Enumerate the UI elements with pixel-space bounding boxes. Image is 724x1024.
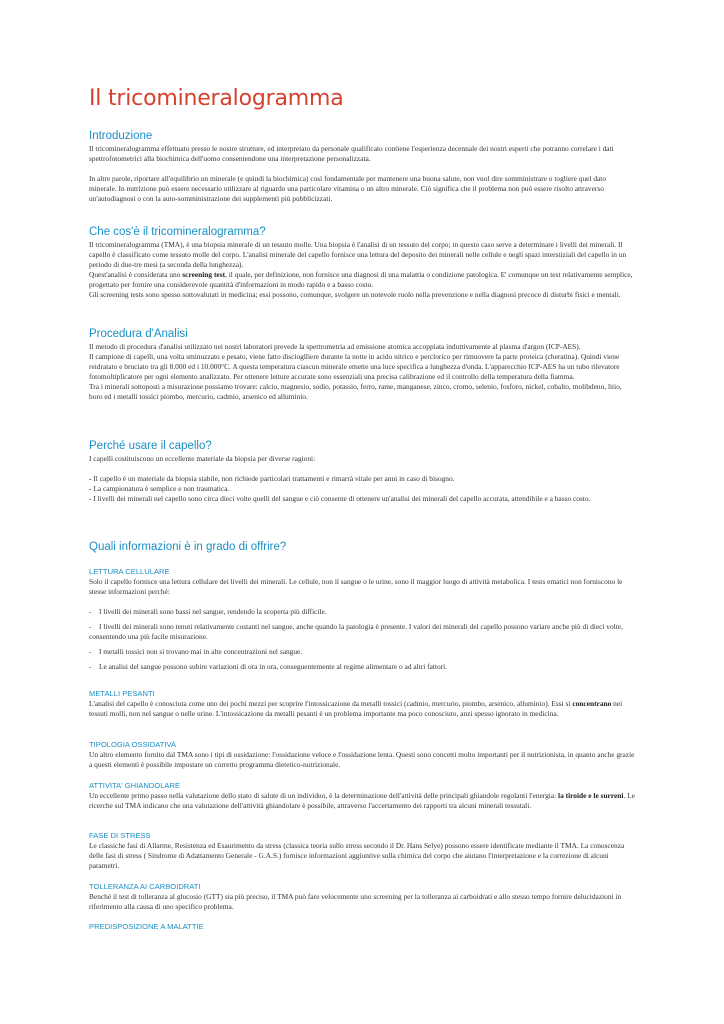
- bold-text: concentrano: [572, 699, 612, 708]
- subsection-fase-di-stress: [89, 831, 635, 871]
- list-item-text: Il capello è un materiale da biopsia stabile, non richiede particolari trattamenti e rimarrà vitale per anni in caso di bisogno.: [93, 474, 455, 483]
- paragraph: [89, 791, 635, 811]
- heading-quali-informazioni: Quali informazioni è in grado di offrire?: [89, 541, 287, 553]
- page-title: Il tricomineralogramma: [89, 86, 344, 111]
- heading-introduzione: Introduzione: [89, 130, 153, 142]
- paragraph: [89, 699, 635, 719]
- subsection-tolleranza-carboidrati: [89, 882, 635, 912]
- subsection-lettura-cellulare: [89, 567, 635, 672]
- list-item-text: Le analisi del sangue possono subire variazioni di ora in ora, conseguentemente al regime alimentare o ad altri fattori.: [99, 662, 448, 671]
- text: L'analisi del capello è conosciuta come uno dei pochi mezzi per scoprire l'intossicazione da metalli tossici (cadmio, mercurio, piombo, arsenico, alluminio). Essi si: [89, 699, 573, 708]
- subheading-tipologia-ossidativa: TIPOLOGIA OSSIDATIVA: [89, 740, 177, 749]
- paragraph: In altre parole, riportare all'equilibrio un minerale (e quindi la biochimica) così fondamentale per mantenere una buona salute, non vuol dire somministrare o togliere quel dato minerale. In nutrizione può essere necessario utilizzare al riguardo una particolare vitamina o un altro minerale. Ciò significa che il problema non può essere risolto attraverso un'autodiagnosi o con la auto-somministrazione dei supplementi più pubblicizzati.: [89, 174, 607, 203]
- paragraph: Solo il capello fornisce una lettura cellulare dei livelli dei minerali. Le cellule, non il sangue o le urine, sono il maggior luogo di attività metabolica. I tests ematici non forniscono le stesse informazioni perché:: [89, 577, 623, 596]
- heading-che-cose: Che cos'è il tricomineralogramma?: [89, 226, 266, 238]
- section-procedura: [89, 328, 635, 402]
- paragraph: Le classiche fasi di Allarme, Resistenza ed Esaurimento da stress (classica teoria sullo stress secondo il Dr. Hans Selye) possono essere identificate mediante il TMA. La conoscenza delle fasi di stress ( Sindrome di Adattamento Generale - G.A.S.) fornisce informazioni aggiuntive sulla chimica del corpo che aiutano l'interpretazione e la correzione di alcuni parametri.: [89, 841, 625, 870]
- list-item-text: I metalli tossici non si trovano mai in alte concentrazioni nel sangue.: [99, 647, 303, 656]
- heading-procedura: Procedura d'Analisi: [89, 328, 188, 340]
- list-item: - I metalli tossici non si trovano mai in alte concentrazioni nel sangue.: [89, 647, 303, 656]
- subsection-metalli-pesanti: [89, 689, 635, 719]
- subheading-fase-di-stress: FASE DI STRESS: [89, 831, 151, 840]
- list-item-text: I livelli dei minerali nel capello sono circa dieci volte quelli del sangue e ciò consente di ottenere un'analisi dei minerali del capello accurata, attendibile e a basso costo.: [93, 494, 591, 503]
- subheading-metalli-pesanti: METALLI PESANTI: [89, 689, 155, 698]
- section-perche: [89, 440, 635, 504]
- list-item: - I livelli dei minerali sono bassi nel sangue, rendendo la scoperta più difficile.: [89, 607, 327, 616]
- paragraph: Un altro elemento fornito dal TMA sono i tipi di ossidazione: l'ossidazione veloce e l'ossidazione lenta. Questi sono concetti molto importanti per il nutrizionista, in quanto anche grazie a questi elementi è possibile impostare un corretto programma dietetico-nutrizionale.: [89, 750, 635, 769]
- text: Un eccellente primo passo nella valutazione dello stato di salute di un individuo, è la determinazione dell'attività delle principali ghiandole regolanti l'energia:: [89, 791, 559, 800]
- paragraph: [89, 270, 635, 290]
- section-che-cose: [89, 226, 635, 300]
- paragraph: Il tricomineralogramma effettuato presso le nostre strutture, ed interpretato da personale qualificato contiene l'esperienza decennale dei nostri esperti che potranno correlare i dati spettrofotometrici alla biochimica dell'uomo consentendone una interpretazione personalizzata.: [89, 144, 614, 163]
- paragraph: I capelli costituiscono un eccellente materiale da biopsia per diverse ragioni:: [89, 454, 316, 463]
- heading-perche: Perché usare il capello?: [89, 440, 212, 452]
- subsection-tipologia-ossidativa: [89, 740, 635, 770]
- list-item: - La campionatura è semplice e non traumatica.: [89, 484, 230, 493]
- list-item: - I livelli dei minerali nel capello sono circa dieci volte quelli del sangue e ciò consente di ottenere un'analisi dei minerali del capello accurata, attendibile e a basso costo.: [89, 494, 591, 503]
- paragraph: Benché il test di tolleranza al glucosio (GTT) sia più preciso, il TMA può fare velocemente uno screening per la tolleranza ai carboidrati e allo stesso tempo fornire delucidazioni in riferimento alla causa di uno specifico problema.: [89, 892, 622, 911]
- list-item: - I livelli dei minerali sono tenuti relativamente costanti nel sangue, anche quando la patologia è presente. I valori dei minerali del capello possono variare anche più di dieci volte, consentendo una più facile misurazione.: [89, 622, 623, 641]
- paragraph: Il tricomineralogramma (TMA), è una biopsia minerale di un tessuto molle. Una biopsia è l'analisi di un tessuto del corpo; in questo caso serve a determinare i livelli dei minerali. Il capello è classificato come tessuto molle del corpo. L'analisi minerale del capello fornisce una lettura del deposito dei minerali nelle cellule e negli spazi interstiziali del capello in un periodo di due-tre mesi (a seconda della lunghezza).: [89, 240, 627, 269]
- subheading-lettura-cellulare: LETTURA CELLULARE: [89, 567, 170, 576]
- list-item-text: I livelli dei minerali sono bassi nel sangue, rendendo la scoperta più difficile.: [99, 607, 327, 616]
- list-item: - Il capello è un materiale da biopsia stabile, non richiede particolari trattamenti e rimarrà vitale per anni in caso di bisogno.: [89, 474, 455, 483]
- paragraph: Gli screening tests sono spesso sottovalutati in medicina; essi possono, comunque, svolgere un notevole ruolo nella prevenzione e nella diagnosi precoce di disturbi fisici e mentali.: [89, 290, 621, 299]
- list-item: - Le analisi del sangue possono subire variazioni di ora in ora, conseguentemente al regime alimentare o ad altri fattori.: [89, 662, 448, 671]
- text: . Le ricerche sul TMA indicano che una valutazione dell'attività ghiandolare è possibile, attraverso l'accertamento dei rapporti tra alcuni minerali tessutali.: [89, 791, 635, 810]
- paragraph: Il campione di capelli, una volta sminuzzato e pesato, viene fatto discioglliere durante la notte in acido nitrico e perclorico per rimuovere la parte proteica (cheratina). Quindi viene reidratato e bruciato tra gli 8.000 ed i 10.000°C. A questa temperatura ciascun minerale emette una luce specifica a lunghezza d'onda. L'apparecchio ICP-AES ha un tubo rilevatore fotomoltiplicatore per ogni elemento analizzato. Per ottenere letture accurate sono essenziali una precisa calibrazione ed il controllo della temperatura della fiamma.: [89, 352, 620, 381]
- text: Quest'analisi è considerata uno: [89, 270, 183, 279]
- subheading-tolleranza-carboidrati: TOLLERANZA AI CARBOIDRATI: [89, 882, 201, 891]
- subsection-predisposizione-malattie: [89, 922, 635, 932]
- list-item-text: I livelli dei minerali sono tenuti relativamente costanti nel sangue, anche quando la patologia è presente. I valori dei minerali del capello possono variare anche più di dieci volte, consentendo una più facile misurazione.: [89, 622, 623, 641]
- list-item-text: La campionatura è semplice e non traumatica.: [93, 484, 230, 493]
- bold-text: screening test: [182, 270, 226, 279]
- subheading-attivita-ghiandolare: ATTIVITA' GHIANDOLARE: [89, 781, 181, 790]
- section-introduzione: [89, 130, 635, 204]
- paragraph: Tra i minerali sottoposti a misurazione possiamo trovare: calcio, magnesio, sodio, potassio, ferro, rame, manganese, zinco, cromo, selenio, fosforo, nickel, cobalto, molibdeno, litio, boro ed i metalli tossici piombo, mercurio, cadmio, arsenico ed alluminio.: [89, 382, 622, 401]
- section-quali-informazioni: [89, 541, 635, 555]
- subsection-attivita-ghiandolare: [89, 781, 635, 811]
- paragraph: Il metodo di procedura d'analisi utilizzato nei nostri laboratori prevede la spettrometria ad emissione atomica accoppiata induttivamente al plasma d'argon (ICP-AES).: [89, 342, 581, 351]
- text: nei tessuti molli, non nel sangue o nelle urine. L'intossicazione da metalli pesanti è un problema importante ma poco conosciuto, anzi spesso ignorato in medicina.: [89, 699, 623, 718]
- bold-text: la tiroide e le surreni: [558, 791, 624, 800]
- text: , il quale, per definizione, non fornisce una diagnosi di una malattia o condizione patologica. E' comunque un test relativamente semplice, progettato per fornire una considerevole quantità d'informazioni in modo rapido e a basso costo.: [89, 270, 633, 289]
- subheading-predisposizione-malattie: PREDISPOSIZIONE A MALATTIE: [89, 922, 204, 931]
